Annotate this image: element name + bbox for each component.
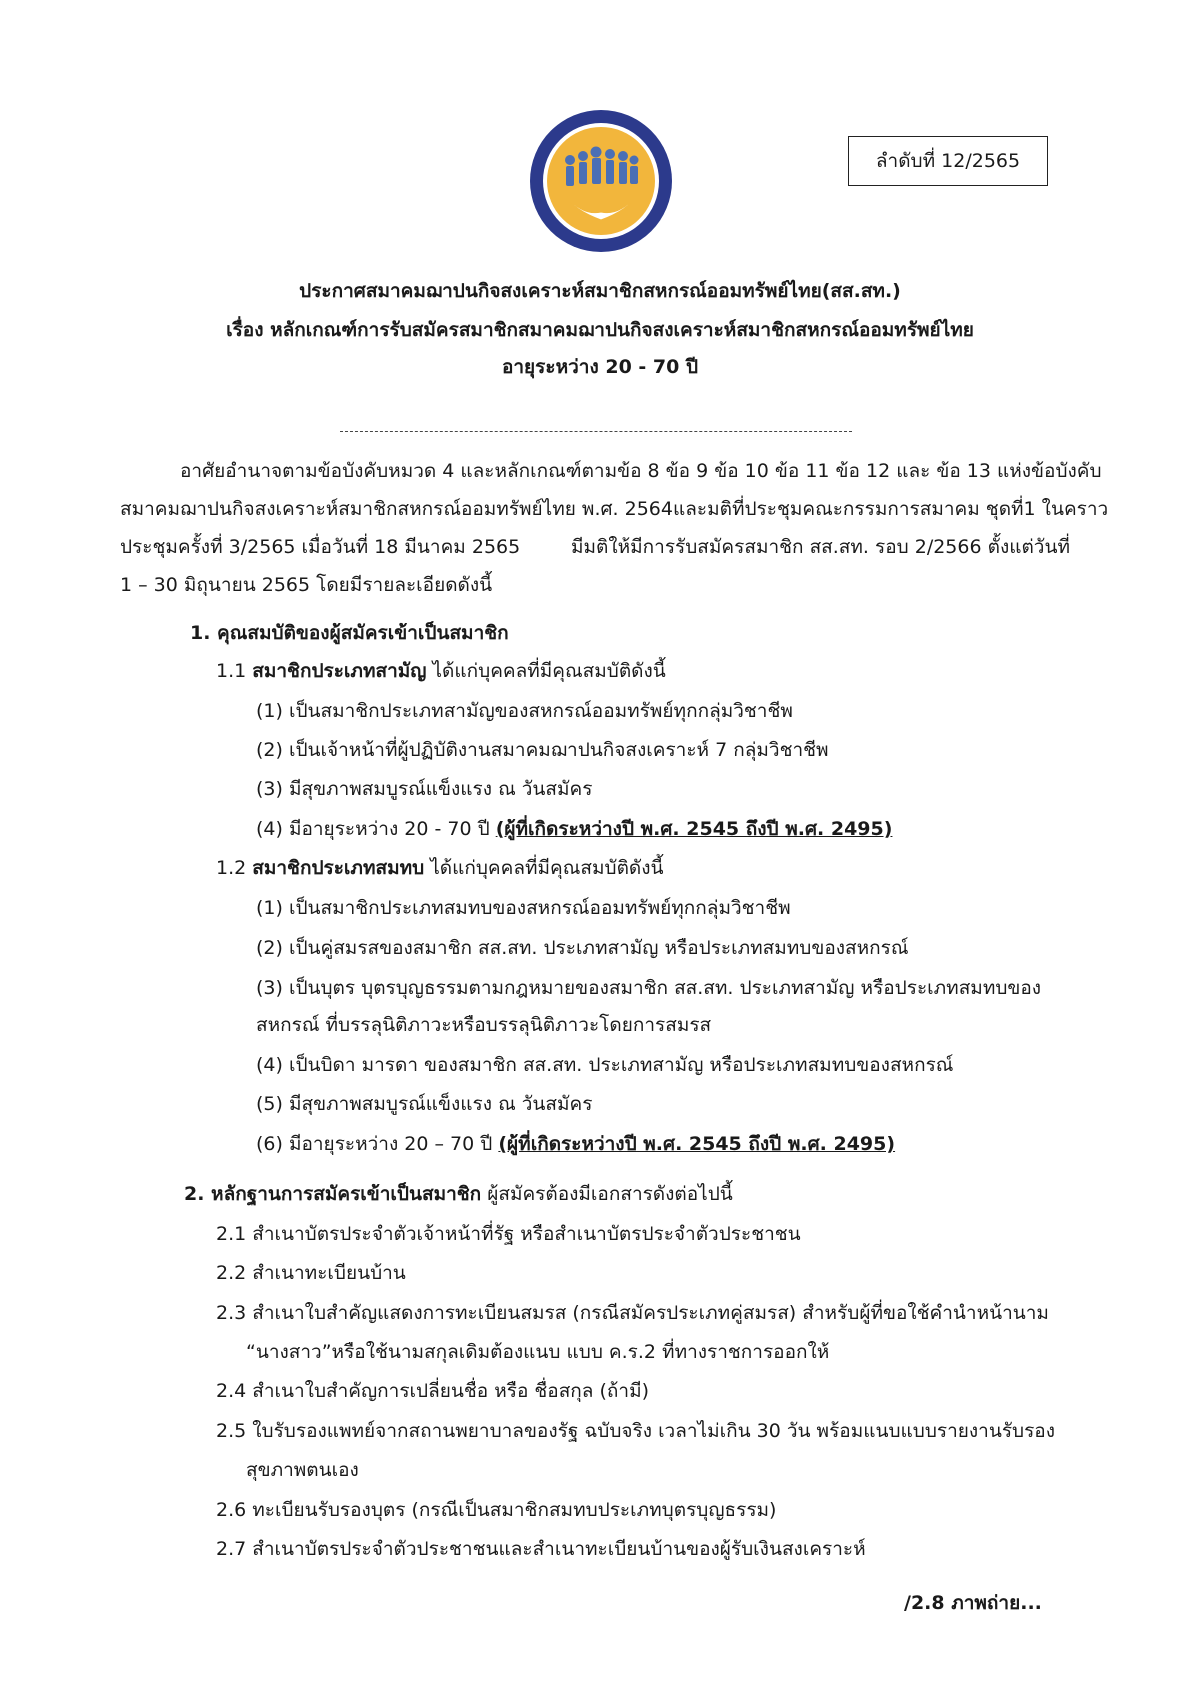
subsection-1-2 (216, 855, 664, 881)
page-continuation: /2.8 ภาพถ่าย... (904, 1592, 1042, 1614)
list-item: 2.7 สำเนาบัตรประจำตัวประชาชนและสำเนาทะเบียนบ้านของผู้รับเงินสงเคราะห์ (216, 1538, 866, 1560)
intro-line-3a: ประชุมครั้งที่ 3/2565 เมื่อวันที่ 18 มีนาคม 2565 (120, 536, 521, 558)
list-item-continuation: “นางสาว”หรือใช้นามสกุลเดิมต้องแนบ แบบ ค.ร.2 ที่ทางราชการออกให้ (246, 1341, 830, 1363)
order-number: ลำดับที่ 12/2565 (875, 150, 1021, 172)
list-item: (4) เป็นบิดา มารดา ของสมาชิก สส.สท. ประเภทสามัญ หรือประเภทสมทบของสหกรณ์ (256, 1054, 954, 1076)
list-item: (3) มีสุขภาพสมบูรณ์แข็งแรง ณ วันสมัคร (256, 778, 593, 800)
list-item: 2.5 ใบรับรองแพทย์จากสถานพยาบาลของรัฐ ฉบับจริง เวลาไม่เกิน 30 วัน พร้อมแนบแบบรายงานรับรอง (216, 1420, 1055, 1442)
list-item: (2) เป็นคู่สมรสของสมาชิก สส.สท. ประเภทสามัญ หรือประเภทสมทบของสหกรณ์ (256, 937, 909, 959)
section-1-heading: 1. คุณสมบัติของผู้สมัครเข้าเป็นสมาชิก (190, 622, 509, 644)
list-item: (1) เป็นสมาชิกประเภทสามัญของสหกรณ์ออมทรัพย์ทุกกลุ่มวิชาชีพ (256, 700, 793, 722)
birth-year-note: (ผู้ที่เกิดระหว่างปี พ.ศ. 2545 ถึงปี พ.ศ. 2495) (498, 1133, 896, 1155)
list-item-text: (4) มีอายุระหว่าง 20 - 70 ปี (256, 818, 496, 840)
intro-line-3b: มีมติให้มีการรับสมัครสมาชิก สส.สท. รอบ 2/2566 ตั้งแต่วันที่ (570, 536, 1070, 558)
section-2-heading (184, 1181, 733, 1207)
subsection-1-2-number: 1.2 (216, 857, 247, 879)
subsection-1-1-desc: ได้แก่บุคคลที่มีคุณสมบัติดังนี้ (426, 660, 666, 682)
subsection-1-1-title: สมาชิกประเภทสามัญ (252, 660, 427, 682)
subsection-1-2-title: สมาชิกประเภทสมทบ (252, 857, 425, 879)
list-item-continuation: สหกรณ์ ที่บรรลุนิติภาวะหรือบรรลุนิติภาวะโดยการสมรส (256, 1014, 712, 1036)
intro-line-4: 1 – 30 มิถุนายน 2565 โดยมีรายละเอียดดังนี้ (120, 574, 493, 596)
intro-paragraph (120, 452, 1109, 604)
subsection-1-1 (216, 658, 666, 684)
section-2-heading-bold: 2. หลักฐานการสมัครเข้าเป็นสมาชิก (184, 1183, 482, 1205)
list-item (256, 1131, 895, 1157)
association-logo (528, 108, 674, 254)
title-divider (340, 431, 852, 432)
intro-line-1a: อาศัยอำนาจตามข้อบังคับหมวด 4 และหลักเกณฑ์ตาม (180, 460, 618, 482)
list-item: 2.2 สำเนาทะเบียนบ้าน (216, 1262, 406, 1284)
intro-line-1b: ข้อ 8 ข้อ 9 ข้อ 10 ข้อ 11 ข้อ 12 และ ข้อ 13 แห่งข้อบังคับ (617, 460, 1102, 482)
list-item: (2) เป็นเจ้าหน้าที่ผู้ปฏิบัติงานสมาคมฌาปนกิจสงเคราะห์ 7 กลุ่มวิชาชีพ (256, 739, 829, 761)
list-item-continuation: สุขภาพตนเอง (246, 1459, 359, 1481)
order-number-box (848, 136, 1048, 186)
list-item: (5) มีสุขภาพสมบูรณ์แข็งแรง ณ วันสมัคร (256, 1093, 593, 1115)
announcement-subject: เรื่อง หลักเกณฑ์การรับสมัครสมาชิกสมาคมฌาปนกิจสงเคราะห์สมาชิกสหกรณ์ออมทรัพย์ไทย (226, 319, 974, 341)
announcement-age-range: อายุระหว่าง 20 - 70 ปี (501, 356, 699, 378)
list-item: 2.4 สำเนาใบสำคัญการเปลี่ยนชื่อ หรือ ชื่อสกุล (ถ้ามี) (216, 1380, 650, 1402)
list-item: (3) เป็นบุตร บุตรบุญธรรมตามกฎหมายของสมาชิก สส.สท. ประเภทสามัญ หรือประเภทสมทบของ (256, 977, 1042, 999)
list-item (256, 816, 892, 842)
intro-line-2b: และมติที่ประชุมคณะกรรมการสมาคม ชุดที่1 ในคราว (673, 498, 1109, 520)
list-item: 2.6 ทะเบียนรับรองบุตร (กรณีเป็นสมาชิกสมทบประเภทบุตรบุญธรรม) (216, 1499, 777, 1521)
subsection-1-1-number: 1.1 (216, 660, 247, 682)
announcement-title: ประกาศสมาคมฌาปนกิจสงเคราะห์สมาชิกสหกรณ์ออมทรัพย์ไทย(สส.สท.) (299, 280, 901, 302)
intro-line-2a: สมาคมฌาปนกิจสงเคราะห์สมาชิกสหกรณ์ออมทรัพย์ไทย พ.ศ. 2564 (120, 498, 673, 520)
list-item-text: (6) มีอายุระหว่าง 20 – 70 ปี (256, 1133, 499, 1155)
list-item: 2.3 สำเนาใบสำคัญแสดงการทะเบียนสมรส (กรณีสมัครประเภทคู่สมรส) สำหรับผู้ที่ขอใช้คำนำหน้านาม (216, 1302, 1049, 1324)
birth-year-note: (ผู้ที่เกิดระหว่างปี พ.ศ. 2545 ถึงปี พ.ศ. 2495) (495, 818, 893, 840)
list-item: 2.1 สำเนาบัตรประจำตัวเจ้าหน้าที่รัฐ หรือสำเนาบัตรประจำตัวประชาชน (216, 1223, 801, 1245)
subsection-1-2-desc: ได้แก่บุคคลที่มีคุณสมบัติดังนี้ (424, 857, 664, 879)
section-2-heading-desc: ผู้สมัครต้องมีเอกสารดังต่อไปนี้ (481, 1183, 733, 1205)
list-item: (1) เป็นสมาชิกประเภทสมทบของสหกรณ์ออมทรัพย์ทุกกลุ่มวิชาชีพ (256, 897, 791, 919)
